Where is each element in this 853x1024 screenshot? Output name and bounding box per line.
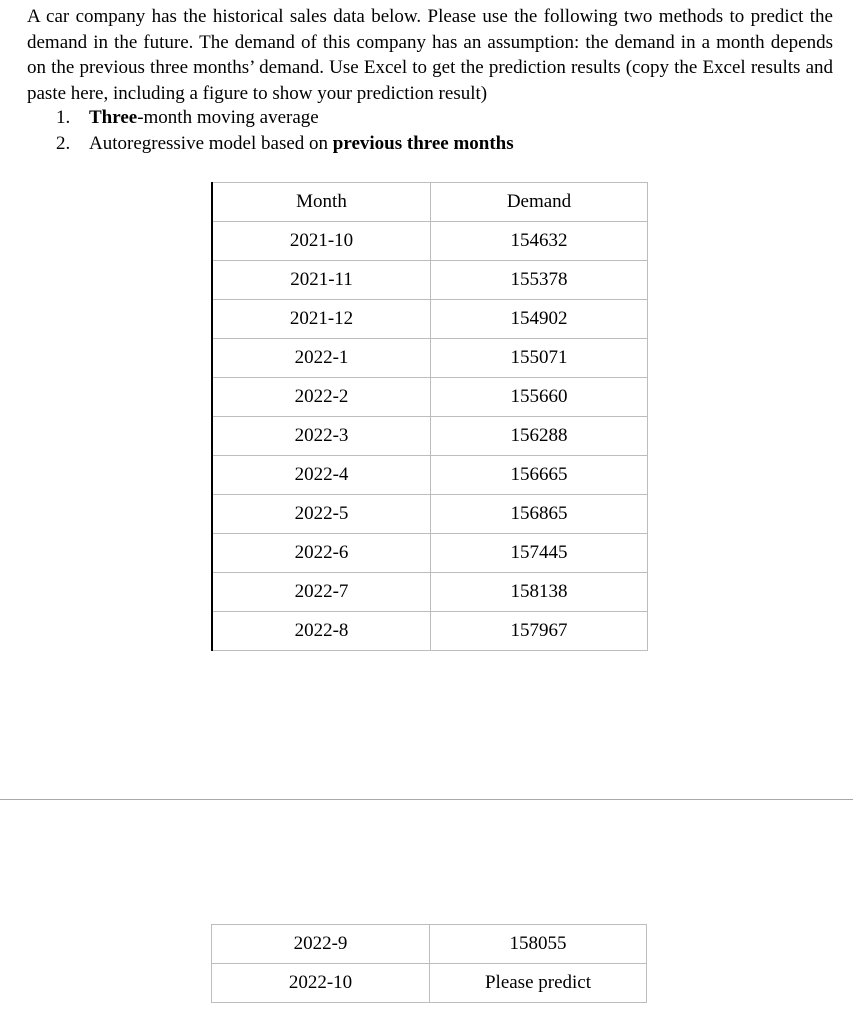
table-row: [212, 573, 648, 612]
table-row: [212, 417, 648, 456]
demand-cell: Please predict: [430, 964, 647, 1003]
table-row: [212, 339, 648, 378]
sales-table-continued: [211, 924, 647, 1003]
month-cell: 2022-3: [212, 417, 431, 456]
month-cell: 2022-9: [212, 925, 430, 964]
demand-cell: 155071: [431, 339, 648, 378]
task-item-2: [56, 131, 514, 157]
task-text: -month moving average: [137, 107, 319, 128]
table-row: [212, 261, 648, 300]
demand-cell: 158055: [430, 925, 647, 964]
task-number: 1.: [56, 107, 71, 128]
month-cell: 2022-8: [212, 612, 431, 651]
sales-table: [211, 182, 648, 651]
demand-cell: 157445: [431, 534, 648, 573]
table-header-row: [212, 183, 648, 222]
task-emphasis: Three: [89, 107, 138, 128]
table-row: [212, 534, 648, 573]
page-break-divider: [0, 799, 853, 800]
table-row: [212, 300, 648, 339]
table-row: [212, 925, 647, 964]
table-row: [212, 495, 648, 534]
month-cell: 2022-7: [212, 573, 431, 612]
month-cell: 2022-10: [212, 964, 430, 1003]
demand-cell: 155378: [431, 261, 648, 300]
table-row: [212, 612, 648, 651]
task-emphasis: previous three months: [332, 133, 514, 154]
table-row: [212, 378, 648, 417]
table-row: [212, 456, 648, 495]
task-text: Autoregressive model based on: [89, 133, 333, 154]
demand-cell: 156288: [431, 417, 648, 456]
demand-cell: 157967: [431, 612, 648, 651]
demand-cell: 154902: [431, 300, 648, 339]
table-row: [212, 964, 647, 1003]
demand-cell: 154632: [431, 222, 648, 261]
header-demand: Demand: [431, 183, 648, 222]
month-cell: 2022-6: [212, 534, 431, 573]
month-cell: 2021-10: [212, 222, 431, 261]
month-cell: 2022-1: [212, 339, 431, 378]
problem-statement: A car company has the historical sales data below. Please use the following two methods to predict the demand in the future. The demand of this company has an assumption: the demand in a month depends on the previous three months’ demand. Use Excel to get the prediction results (copy the Excel results and paste here, including a figure to show your prediction result): [27, 6, 833, 104]
month-cell: 2021-11: [212, 261, 431, 300]
header-month: Month: [212, 183, 431, 222]
month-cell: 2022-4: [212, 456, 431, 495]
month-cell: 2022-2: [212, 378, 431, 417]
demand-cell: 158138: [431, 573, 648, 612]
month-cell: 2022-5: [212, 495, 431, 534]
table-row: [212, 222, 648, 261]
demand-cell: 155660: [431, 378, 648, 417]
task-item-1: [56, 105, 514, 131]
task-number: 2.: [56, 133, 71, 154]
month-cell: 2021-12: [212, 300, 431, 339]
task-list: [56, 105, 514, 157]
demand-cell: 156865: [431, 495, 648, 534]
demand-cell: 156665: [431, 456, 648, 495]
